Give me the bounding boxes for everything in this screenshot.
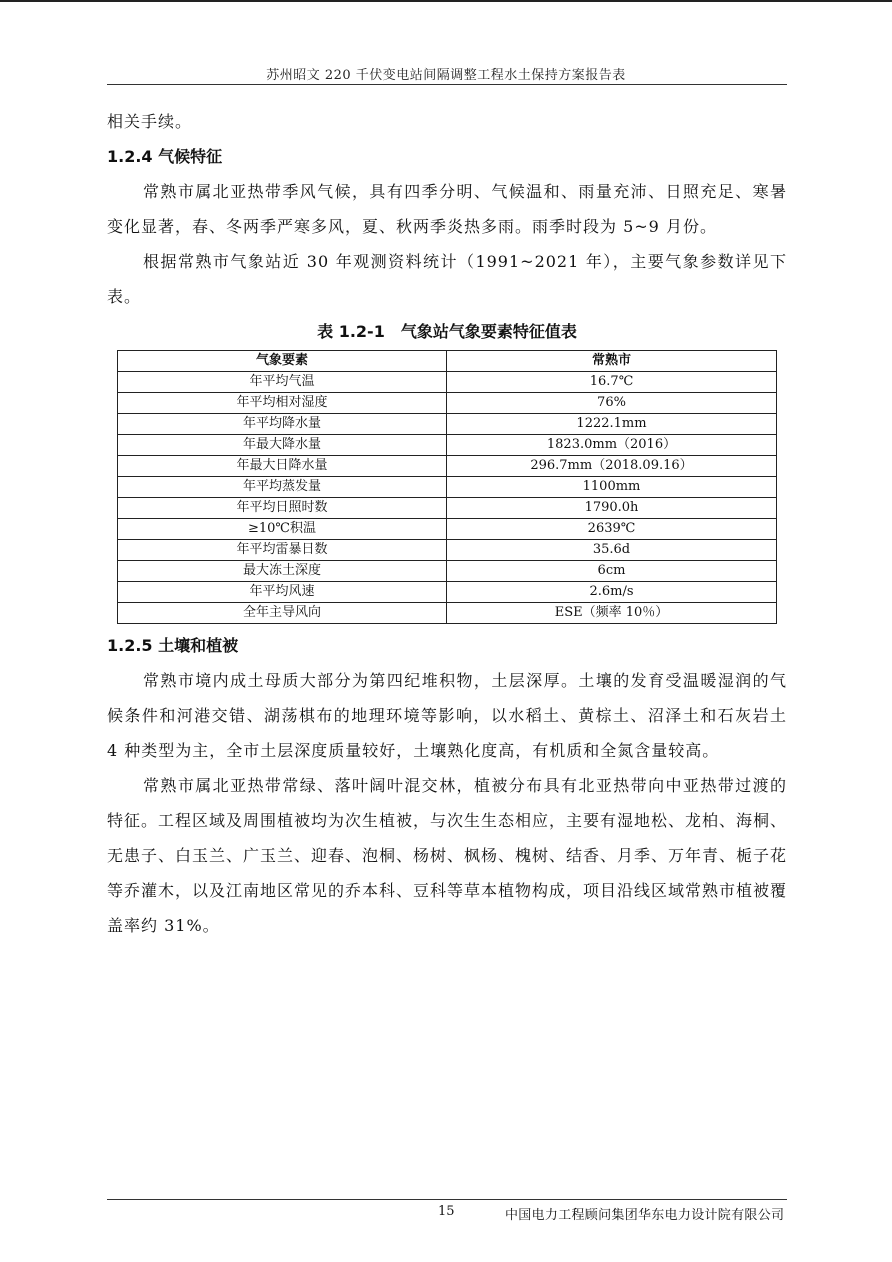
footer-organization: 中国电力工程顾问集团华东电力设计院有限公司	[505, 1208, 785, 1223]
table-row	[118, 477, 777, 498]
row-value: 2.6m/s	[447, 582, 777, 603]
row-label: 最大冻土深度	[118, 561, 447, 582]
table-header-row	[118, 351, 777, 372]
row-label: 年最大降水量	[118, 435, 447, 456]
row-label: 年平均降水量	[118, 414, 447, 435]
row-label: 年平均日照时数	[118, 498, 447, 519]
table-row	[118, 519, 777, 540]
row-label: 年平均风速	[118, 582, 447, 603]
climate-paragraph-1: 常熟市属北亚热带季风气候，具有四季分明、气候温和、雨量充沛、日照充足、寒暑变化显著，春、冬两季严寒多风，夏、秋两季炎热多雨。雨季时段为 5~9 月份。	[107, 182, 787, 236]
footer-rule	[107, 1199, 787, 1200]
row-value: ESE（频率 10％）	[447, 603, 777, 624]
table-row	[118, 393, 777, 414]
table-row	[118, 498, 777, 519]
table-row	[118, 414, 777, 435]
page-number: 15	[438, 1204, 455, 1219]
row-value: 16.7℃	[447, 372, 777, 393]
row-value: 1222.1mm	[447, 414, 777, 435]
row-label: 年最大日降水量	[118, 456, 447, 477]
table-row	[118, 540, 777, 561]
row-label: 全年主导风向	[118, 603, 447, 624]
row-label: 年平均雷暴日数	[118, 540, 447, 561]
table-header-city: 常熟市	[447, 351, 777, 372]
row-value: 76%	[447, 393, 777, 414]
table-caption: 表 1.2-1 气象站气象要素特征值表	[317, 322, 577, 341]
page-content	[107, 104, 787, 943]
table-row	[118, 561, 777, 582]
intro-line: 相关手续。	[107, 112, 193, 131]
table-row	[118, 582, 777, 603]
table-header-element: 气象要素	[118, 351, 447, 372]
section-heading-soil-vegetation: 1.2.5 土壤和植被	[107, 636, 239, 655]
row-value: 2639℃	[447, 519, 777, 540]
row-value: 1823.0mm（2016）	[447, 435, 777, 456]
header-rule	[107, 84, 787, 85]
row-label: 年平均气温	[118, 372, 447, 393]
row-value: 6cm	[447, 561, 777, 582]
row-label: ≥10℃积温	[118, 519, 447, 540]
row-value: 1790.0h	[447, 498, 777, 519]
table-row	[118, 456, 777, 477]
row-label: 年平均蒸发量	[118, 477, 447, 498]
table-row	[118, 372, 777, 393]
row-value: 1100mm	[447, 477, 777, 498]
weather-table	[117, 350, 777, 624]
soil-paragraph: 常熟市境内成土母质大部分为第四纪堆积物，土层深厚。土壤的发育受温暖湿润的气候条件和河港交错、湖荡棋布的地理环境等影响，以水稻土、黄棕土、沼泽土和石灰岩土 4 种类型为主，全市土层深度质量较好，土壤熟化度高，有机质和全氮含量较高。	[107, 671, 787, 760]
table-row	[118, 435, 777, 456]
row-value: 35.6d	[447, 540, 777, 561]
page-header-title: 苏州昭文 220 千伏变电站间隔调整工程水土保持方案报告表	[266, 68, 626, 83]
vegetation-paragraph: 常熟市属北亚热带常绿、落叶阔叶混交林，植被分布具有北亚热带向中亚热带过渡的特征。工程区域及周围植被均为次生植被，与次生生态相应，主要有湿地松、龙柏、海桐、无患子、白玉兰、广玉兰、迎春、泡桐、杨树、枫杨、槐树、结香、月季、万年青、栀子花等乔灌木，以及江南地区常见的乔本科、豆科等草本植物构成，项目沿线区域常熟市植被覆盖率约 31%。	[107, 776, 788, 935]
table-row	[118, 603, 777, 624]
climate-paragraph-2: 根据常熟市气象站近 30 年观测资料统计（1991~2021 年），主要气象参数详见下表。	[107, 252, 787, 306]
top-border	[0, 0, 892, 2]
section-heading-climate: 1.2.4 气候特征	[107, 147, 223, 166]
row-label: 年平均相对湿度	[118, 393, 447, 414]
row-value: 296.7mm（2018.09.16）	[447, 456, 777, 477]
